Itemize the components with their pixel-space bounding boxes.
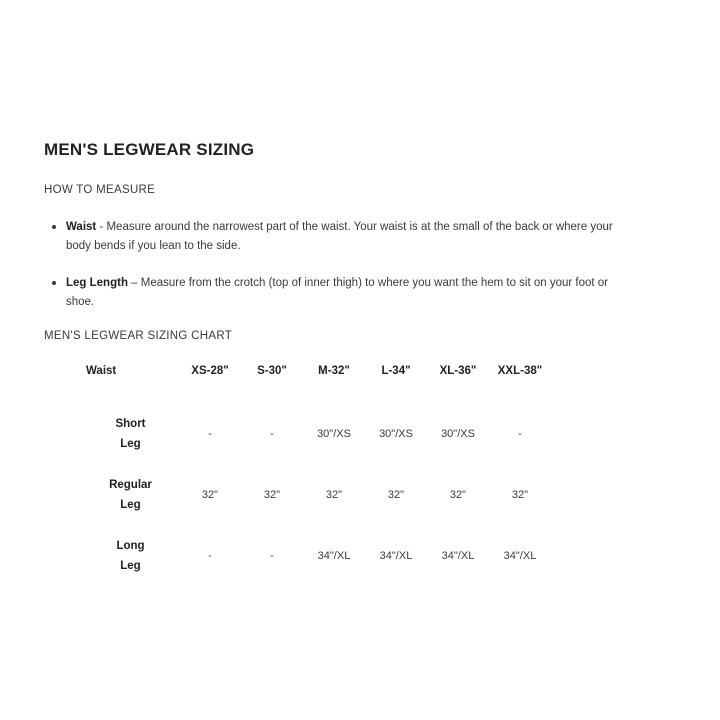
sizing-chart-table — [82, 364, 551, 586]
table-row — [82, 525, 551, 586]
cell-value: 32" — [511, 488, 529, 501]
measure-term: Waist — [66, 221, 97, 233]
cell-value: - — [518, 427, 522, 440]
cell-value: - — [208, 549, 212, 562]
measure-text: - Measure around the narrowest part of the waist. Your waist is at the small of the back or where your body bends if you lean to the side. — [66, 221, 613, 252]
cell-value: 34"/XL — [503, 549, 537, 562]
row-label-line: Regular — [109, 478, 152, 491]
column-header-waist: Waist — [86, 365, 117, 377]
table-head — [82, 364, 551, 403]
table-body — [82, 403, 551, 586]
cell-value: 30"/XS — [441, 427, 475, 440]
column-header-size: XS-28" — [191, 365, 229, 377]
row-label-line: Leg — [120, 437, 141, 450]
column-header-size: M-32" — [318, 365, 350, 377]
column-header-size: L-34" — [381, 365, 411, 377]
cell-value: 32" — [387, 488, 405, 501]
row-label-line: Long — [116, 539, 145, 552]
how-to-measure-list — [44, 218, 676, 312]
measure-text: – Measure from the crotch (top of inner thigh) to where you want the hem to sit on your foot or shoe. — [66, 277, 609, 308]
cell-value: - — [208, 427, 212, 440]
table-row — [82, 403, 551, 464]
list-item — [66, 218, 676, 256]
cell-value: 34"/XL — [379, 549, 413, 562]
table-row — [82, 464, 551, 525]
row-label-line: Leg — [120, 498, 141, 511]
table-header-row — [82, 364, 551, 403]
cell-value: - — [270, 427, 274, 440]
column-header-size: S-30" — [257, 365, 287, 377]
cell-value: 30"/XS — [379, 427, 413, 440]
measure-term: Leg Length — [66, 277, 128, 289]
cell-value: 34"/XL — [441, 549, 475, 562]
row-header-long-leg — [82, 525, 179, 586]
list-item — [66, 274, 676, 312]
page-title: MEN'S LEGWEAR SIZING — [44, 140, 255, 159]
cell-value: 30"/XS — [317, 427, 351, 440]
row-label-line: Leg — [120, 559, 141, 572]
cell-value: 32" — [263, 488, 281, 501]
cell-value: 32" — [449, 488, 467, 501]
cell-value: 34"/XL — [317, 549, 351, 562]
how-to-measure-heading: HOW TO MEASURE — [44, 184, 156, 196]
column-header-size: XL-36" — [439, 365, 477, 377]
cell-value: 32" — [201, 488, 219, 501]
cell-value: 32" — [325, 488, 343, 501]
cell-value: - — [270, 549, 274, 562]
row-label-line: Short — [115, 417, 146, 430]
row-header-short-leg — [82, 403, 179, 464]
column-header-size: XXL-38" — [497, 365, 543, 377]
sizing-chart-heading: MEN'S LEGWEAR SIZING CHART — [44, 330, 233, 342]
row-header-regular-leg — [82, 464, 179, 525]
